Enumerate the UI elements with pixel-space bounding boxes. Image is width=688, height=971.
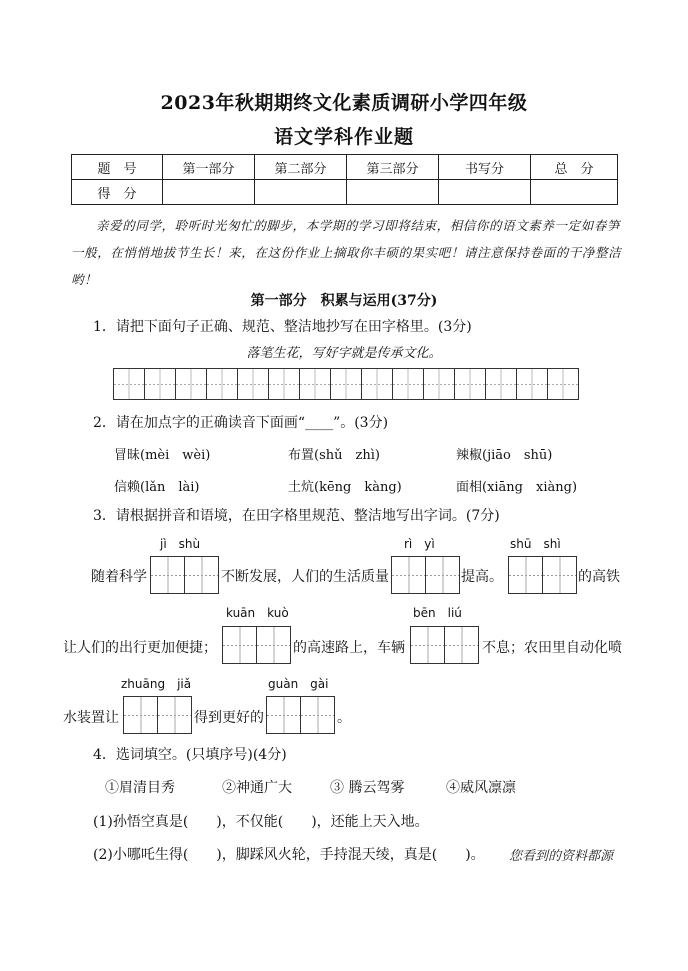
score-header-cell: 书写分 xyxy=(439,155,531,180)
q2-item[interactable]: 面相(xiāng xiàng) xyxy=(456,480,578,495)
q3-text: 提高。 xyxy=(461,569,503,585)
q3-prompt: 3．请根据拼音和语境，在田字格里规范、整洁地写出字词。(7分) xyxy=(93,508,500,524)
q3-text: 随着科学 xyxy=(91,569,147,585)
tianzige-cell[interactable] xyxy=(269,369,300,399)
q4-option: ④威风凛凛 xyxy=(446,780,516,796)
tianzige-cell[interactable] xyxy=(158,697,192,733)
tianzige-cell[interactable] xyxy=(301,697,335,733)
answer-box[interactable] xyxy=(410,626,479,664)
tianzige-cell[interactable] xyxy=(300,369,331,399)
q4-option: ③ 腾云驾雾 xyxy=(330,780,405,796)
tianzige-cell[interactable] xyxy=(392,557,426,593)
tianzige-cell[interactable] xyxy=(362,369,393,399)
tianzige-cell[interactable] xyxy=(124,697,158,733)
score-header-cell: 第一部分 xyxy=(163,155,255,180)
q4-option: ①眉清目秀 xyxy=(105,780,175,796)
q3-text: 。 xyxy=(337,710,351,726)
pinyin-label: guàn gài xyxy=(268,677,329,691)
score-cell[interactable] xyxy=(347,180,439,205)
q1-prompt: 1．请把下面句子正确、规范、整洁地抄写在田字格里。(3分) xyxy=(93,319,472,335)
tianzige-cell[interactable] xyxy=(176,369,207,399)
tianzige-cell[interactable] xyxy=(238,369,269,399)
tianzige-cell[interactable] xyxy=(509,557,543,593)
q4-prompt: 4．选词填空。(只填序号)(4分) xyxy=(93,747,287,763)
pinyin-label: jì shù xyxy=(160,537,201,551)
q3-text: 的高铁 xyxy=(578,569,620,585)
tianzige-cell[interactable] xyxy=(517,369,548,399)
score-header-cell: 第三部分 xyxy=(347,155,439,180)
score-cell[interactable] xyxy=(531,180,618,205)
section-heading: 第一部分 积累与运用(37分) xyxy=(250,293,438,309)
q1-sentence: 落笔生花，写好字就是传承文化。 xyxy=(246,346,442,361)
q4-option: ②神通广大 xyxy=(222,780,292,796)
tianzige-cell[interactable] xyxy=(445,627,479,663)
tianzige-cell[interactable] xyxy=(543,557,577,593)
score-cell[interactable] xyxy=(255,180,347,205)
tianzige-grid[interactable] xyxy=(113,368,579,400)
q2-item[interactable]: 冒昧(mèi wèi) xyxy=(114,448,211,463)
score-header-cell: 第二部分 xyxy=(255,155,347,180)
tianzige-cell[interactable] xyxy=(455,369,486,399)
score-cell[interactable] xyxy=(439,180,531,205)
score-table xyxy=(71,154,618,205)
pinyin-label: shū shì xyxy=(510,537,561,551)
score-row-label: 得 分 xyxy=(72,180,163,205)
score-table-score-row xyxy=(72,180,618,205)
answer-box[interactable] xyxy=(150,556,219,594)
answer-box[interactable] xyxy=(123,696,192,734)
intro-message: 亲爱的同学，聆听时光匆忙的脚步，本学期的学习即将结束，相信你的语文素养一定如春笋一般，在悄悄地拔节生长！来，在这份作业上摘取你丰硕的果实吧！请注意保持卷面的干净整洁哟！ xyxy=(71,218,622,287)
tianzige-cell[interactable] xyxy=(114,369,145,399)
q2-item[interactable]: 布置(shǔ zhì) xyxy=(288,448,380,463)
tianzige-cell[interactable] xyxy=(145,369,176,399)
q3-text: 水装置让 xyxy=(63,710,119,726)
tianzige-cell[interactable] xyxy=(207,369,238,399)
tianzige-cell[interactable] xyxy=(486,369,517,399)
q4-sentence-2[interactable]: (2)小哪吒生得( )，脚踩风火轮，手持混天绫，真是( )。 xyxy=(93,847,485,863)
pinyin-label: kuān kuò xyxy=(226,606,289,620)
answer-box[interactable] xyxy=(266,696,335,734)
answer-box[interactable] xyxy=(508,556,577,594)
pinyin-label: rì yì xyxy=(404,537,435,551)
answer-box[interactable] xyxy=(222,626,291,664)
score-header-cell: 题 号 xyxy=(72,155,163,180)
q2-item[interactable]: 辣椒(jiāo shū) xyxy=(456,448,553,463)
tianzige-cell[interactable] xyxy=(257,627,291,663)
q2-item[interactable]: 信赖(lǎn lài) xyxy=(114,480,200,495)
q2-item[interactable]: 土炕(kēng kàng) xyxy=(288,480,402,495)
q3-text: 不断发展，人们的生活质量 xyxy=(221,569,389,585)
score-cell[interactable] xyxy=(163,180,255,205)
q3-text: 的高速路上，车辆 xyxy=(293,640,405,656)
tianzige-cell[interactable] xyxy=(424,369,455,399)
tianzige-cell[interactable] xyxy=(411,627,445,663)
tianzige-cell[interactable] xyxy=(548,369,579,399)
source-note: 您看到的资料都源 xyxy=(509,849,614,864)
q3-text: 得到更好的 xyxy=(194,710,264,726)
q4-sentence-1[interactable]: (1)孙悟空真是( )，不仅能( )，还能上天入地。 xyxy=(93,814,429,830)
tianzige-cell[interactable] xyxy=(393,369,424,399)
exam-title: 2023年秋期期终文化素质调研小学四年级 xyxy=(160,92,528,114)
pinyin-label: zhuāng jiǎ xyxy=(121,677,192,691)
tianzige-cell[interactable] xyxy=(331,369,362,399)
q3-text: 不息；农田里自动化喷 xyxy=(482,640,622,656)
pinyin-label: bēn liú xyxy=(413,606,462,620)
score-table-header-row xyxy=(72,155,618,180)
tianzige-cell[interactable] xyxy=(151,557,185,593)
exam-subtitle: 语文学科作业题 xyxy=(273,126,414,148)
answer-box[interactable] xyxy=(391,556,460,594)
score-header-cell: 总 分 xyxy=(531,155,618,180)
tianzige-cell[interactable] xyxy=(426,557,460,593)
q3-text: 让人们的出行更加便捷； xyxy=(63,640,217,656)
tianzige-cell[interactable] xyxy=(223,627,257,663)
q2-prompt: 2．请在加点字的正确读音下面画“____”。(3分) xyxy=(93,415,389,431)
tianzige-cell[interactable] xyxy=(267,697,301,733)
tianzige-cell[interactable] xyxy=(185,557,219,593)
